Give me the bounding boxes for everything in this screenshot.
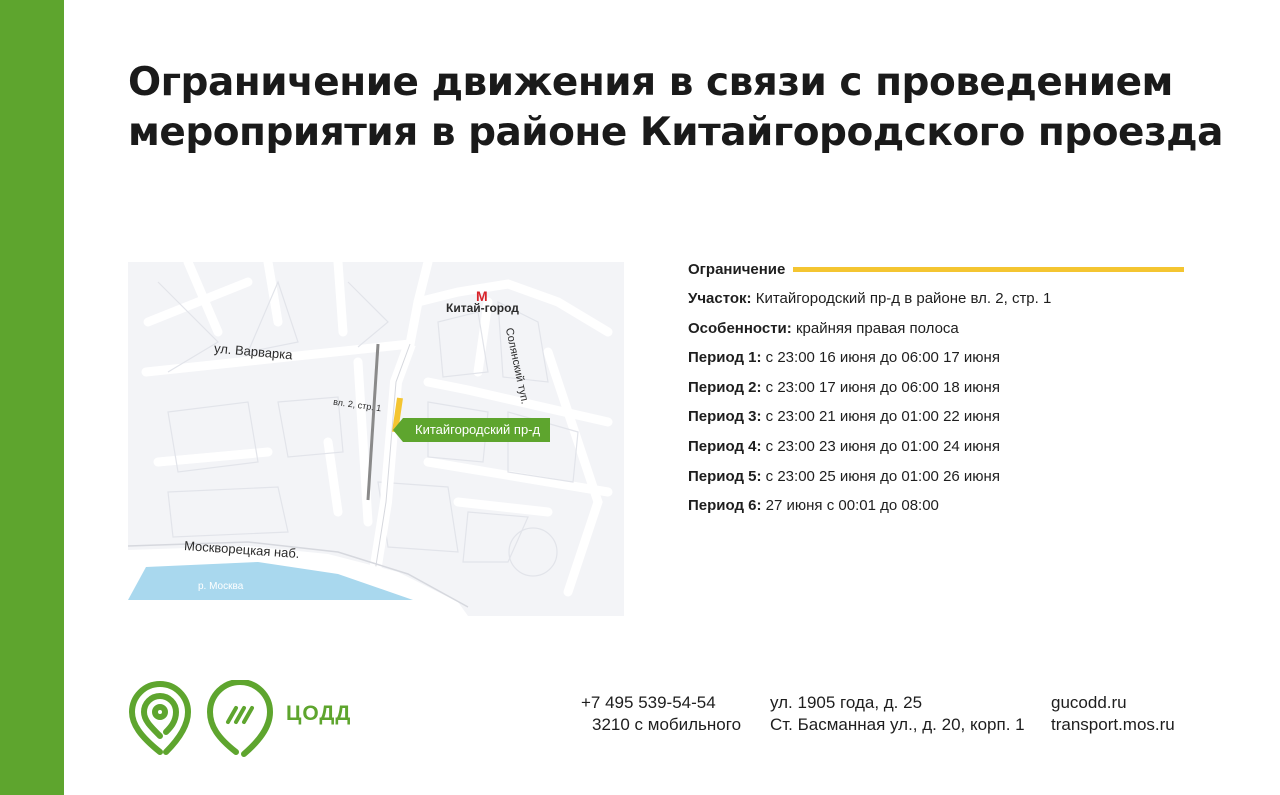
river-label: р. Москва (198, 581, 244, 592)
street-label-embankment: Москворецкая наб. (183, 537, 301, 562)
info-row-label: Период 6: (688, 497, 762, 515)
info-row-value: 27 июня с 00:01 до 08:00 (765, 497, 939, 515)
logo-icon-right (206, 680, 276, 760)
info-row-label: Период 2: (688, 378, 762, 396)
phone-number: +7 495 539-54-54 (581, 693, 716, 712)
building-label: вл. 2, стр. 1 (332, 396, 382, 414)
metro-label: Китай-город (446, 301, 519, 315)
info-row (688, 343, 1188, 373)
street-label-varvarka: ул. Варварка (213, 340, 294, 363)
restriction-header-label: Ограничение (688, 260, 786, 278)
info-row-label: Период 1: (688, 349, 762, 367)
info-row-value: Китайгородский пр-д в районе вл. 2, стр. 1 (755, 290, 1052, 307)
page-title: Ограничение движения в связи с проведением мероприятия в районе Китайгородского проезда (128, 60, 1223, 155)
address-line: ул. 1905 года, д. 25 (770, 693, 923, 712)
info-row (688, 402, 1188, 432)
info-row (688, 284, 1188, 314)
footer-sites (1051, 692, 1175, 736)
info-row-value: с 23:00 25 июня до 01:00 26 июня (765, 467, 1000, 485)
restriction-info (688, 258, 1188, 521)
info-row-value: крайняя правая полоса (795, 319, 959, 337)
info-row (688, 314, 1188, 344)
logo-icon-left (126, 680, 196, 760)
phone-short: 3210 с мобильного (592, 715, 742, 734)
site-link[interactable]: gucodd.ru (1051, 693, 1127, 712)
info-row-value: с 23:00 21 июня до 01:00 22 июня (765, 408, 1000, 426)
info-row (688, 373, 1188, 403)
site-link[interactable]: transport.mos.ru (1051, 715, 1175, 734)
street-label-solyansky: Солянский туп. (502, 326, 531, 406)
metro-icon: M (476, 288, 488, 304)
restriction-header (688, 258, 1188, 280)
callout-label: Китайгородский пр-д (403, 418, 550, 442)
map (128, 262, 624, 616)
header-yellow-line (793, 267, 1184, 272)
info-row-value: с 23:00 23 июня до 01:00 24 июня (765, 437, 1000, 455)
info-row-label: Особенности: (688, 319, 792, 337)
info-row-value: с 23:00 17 июня до 06:00 18 июня (765, 378, 1000, 396)
footer-phone (581, 692, 741, 736)
info-row-value: с 23:00 16 июня до 06:00 17 июня (765, 349, 1000, 367)
info-row-label: Период 5: (688, 467, 762, 485)
info-row-label: Период 3: (688, 408, 762, 426)
info-row (688, 462, 1188, 492)
address-line: Ст. Басманная ул., д. 20, корп. 1 (770, 715, 1025, 734)
info-row-label: Период 4: (688, 437, 762, 455)
logo-text: ЦОДД (286, 702, 352, 725)
info-row-label: Участок: (688, 290, 752, 307)
side-accent-bar (0, 0, 64, 795)
info-row (688, 432, 1188, 462)
footer-address (770, 692, 1025, 736)
info-row (688, 491, 1188, 521)
